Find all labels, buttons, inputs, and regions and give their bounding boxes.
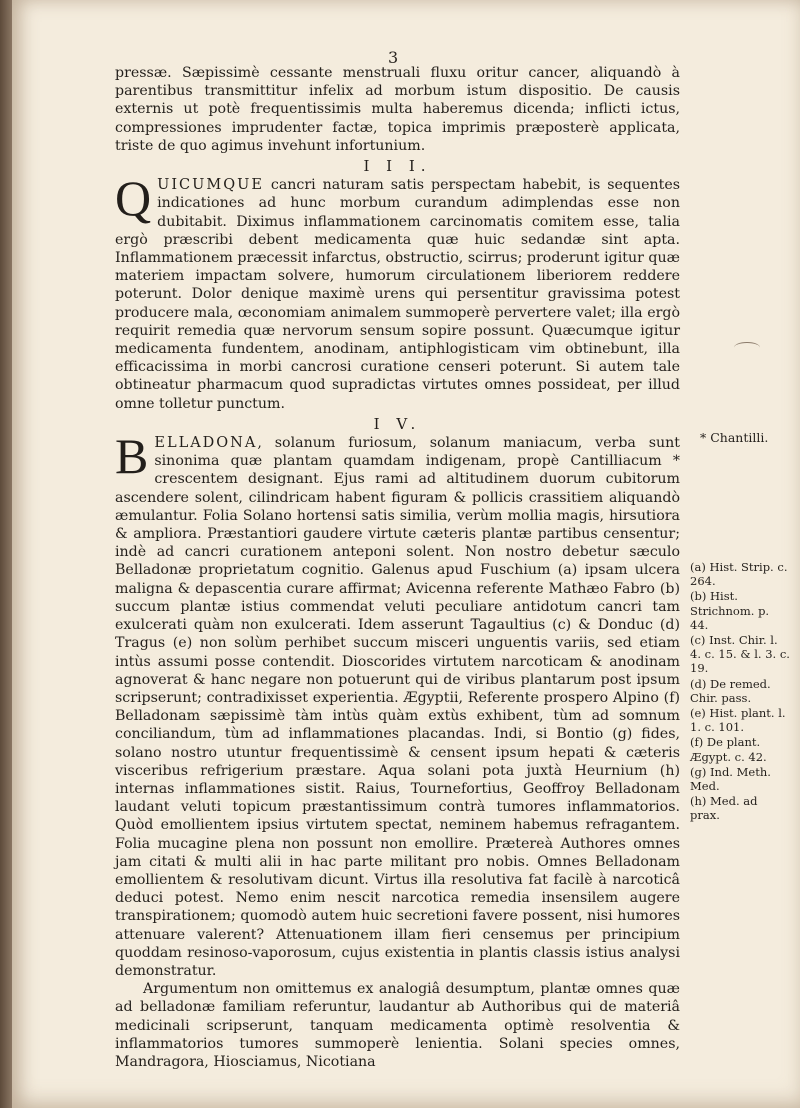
section4-text: , solanum furiosum, solanum maniacum, verba sunt sinonima quæ plantam quamdam indigenam, propè Cantilliacum * crescentem designant. Ejus rami ad altitudinem duorum cubitorum ascendere solent, cilindricam habent figuram & pollicis crassitiem aliquandò æmulantur. Folia Solano hortensi satis similia, verùm mollia magis, hirsutiora & ampliora. Præstantiori gaudere virtute cæteris plantæ partibus censentur; indè ad cancri curationem anteponi solent. Non nostro debetur sæculo Belladonæ proprietatum cognitio. Galenus apud Fuschium (a) ipsam ulcera maligna & depascentia curare affirmat; Avicenna referente Mathæo Fabro (b) succum plantæ istius commendat veluti peculiare antidotum cancri tam exulcerati quàm non exulcerati. Idem asserunt Tagaultius (c) & Donduc (d) Tragus (e) non solùm perhibet succum misceri unguentis variis, sed etiam intùs assumi posse contendit. Dioscorides virtutem narcoticam & anodinam agnoverat & hanc negare non potuerunt qui de viribus plantarum post ipsum scripserunt; contradixisset experientia. Ægyptii, Referente prospero Alpino (f) Belladonam sæpissimè tàm intùs quàm extùs exhibent, tùm ad somnum conciliandum, tùm ad inflammationes placandas. Indi, si Bontio (g) fides, solano nostro utuntur frequentissimè & censent ipsum hepati & cæteris visceribus refrigerium præstare. Aqua solani pota juxtà Heurnium (h) internas inflammationes sistit. Raius, Tournefortius, Geoffroy Belladonam laudant veluti topicum præstantissimum contrà tumores inflammatorios. Quòd emollientem ipsius virtutem spectat, neminem habemus refragantem. Folia mucagine plena non possunt non emollire. Prætereà Authores omnes jam citati & multi alii in hac parte militant pro nobis. Omnes Belladonam emollientem & resolutivam dicunt. Virtus illa resolutiva fat facilè à narcoticâ deduci potest. Nemo enim nescit narcotica remedia insensilem augere transpirationem; quomodò autem huic secretioni favere possent, nisi humores attenuare valerent? Attenuationem illam fieri censemus per principium quoddam resinoso-vaporosum, cujus existentia in plantis classis istius analysi demonstratur. xyxy=(115,435,680,979)
section3-first-word: UICUMQUE xyxy=(157,177,264,194)
margin-note-h: (h) Med. ad prax. xyxy=(690,794,758,823)
section4-first-word: ELLADONA xyxy=(154,435,258,452)
book-binding xyxy=(0,0,12,1108)
margin-note-f: (f) De plant. Ægypt. c. 42. xyxy=(690,735,767,764)
main-text-block xyxy=(115,64,680,1071)
margin-note-a: (a) Hist. Strip. c. 264. xyxy=(690,560,788,589)
page-number: 3 xyxy=(388,48,399,67)
margin-note-chantilli: * Chantilli. xyxy=(700,430,769,445)
margin-note-c: (c) Inst. Chir. l. 4. c. 15. & l. 3. c. 19. xyxy=(690,633,790,676)
margin-note-b: (b) Hist. Strichnom. p. 44. xyxy=(690,589,770,632)
dropcap-b: B xyxy=(115,428,149,485)
section3-text: cancri naturam satis perspectam habebit, is sequentes indicationes ad hunc morbum curandum adimplendas esse non dubitabit. Diximus inflammationem carcinomatis comitem esse, talia ergò præscribi debent medicamenta quæ huic sedandæ sint apta. Inflammationem præcessit infarctus, obstructio, scirrus; proderunt igitur quæ materiem impactam solvere, humorum circulationem liberiorem reddere poterunt. Dolor denique maximè urens qui persentitur gravissima potest producere mala, œconomiam animalem summoperè pervertere valet; illa ergò requirit remedia quæ nervorum sensum sopire possunt. Quæcumque igitur medicamenta fundentem, anodinam, antiphlogisticam vim obtinebunt, illa efficacissima in morbi cancrosi curatione censeri poterunt. Si autem tale obtineatur pharmacum quod supradictas virtutes omnes possideat, per illud omne tolletur punctum. xyxy=(115,177,680,412)
margin-note-d: (d) De remed. Chir. pass. xyxy=(690,676,771,705)
section3-paragraph xyxy=(115,170,680,413)
ink-mark xyxy=(734,342,760,353)
section3-continuation: pressæ. Sæpissimè cessante menstruali fluxu oritur cancer, aliquandò à parentibus transmittitur infelix ad morbum istum dispositio. De causis externis ut potè frequentissimis multa haberemus dicenda; inflicti ictus, compressiones imprudenter factæ, topica imprimis præposterè applicata, triste de quo agimus invehunt infortunium. xyxy=(115,65,680,154)
dropcap-q: Q xyxy=(115,170,152,227)
section4-paragraph xyxy=(115,428,680,980)
margin-note-g: (g) Ind. Meth. Med. xyxy=(690,764,771,794)
section-number-3: I I I. xyxy=(363,157,432,176)
section-number-4: I V. xyxy=(373,414,422,433)
section4-paragraph-2: Argumentum non omittemus ex analogiâ desumptum, plantæ omnes quæ ad belladonæ familiam referuntur, laudantur ab Authoribus qui de materiâ medicinali scripserunt, tanquam medicamenta optimè resolventia & inflammatorios tumores summoperè lenientia. Solani species omnes, Mandragora, Hiosciamus, Nicotiana xyxy=(115,981,680,1070)
margin-notes xyxy=(690,560,790,824)
margin-note-e: (e) Hist. plant. l. 1. c. 101. xyxy=(690,706,786,735)
